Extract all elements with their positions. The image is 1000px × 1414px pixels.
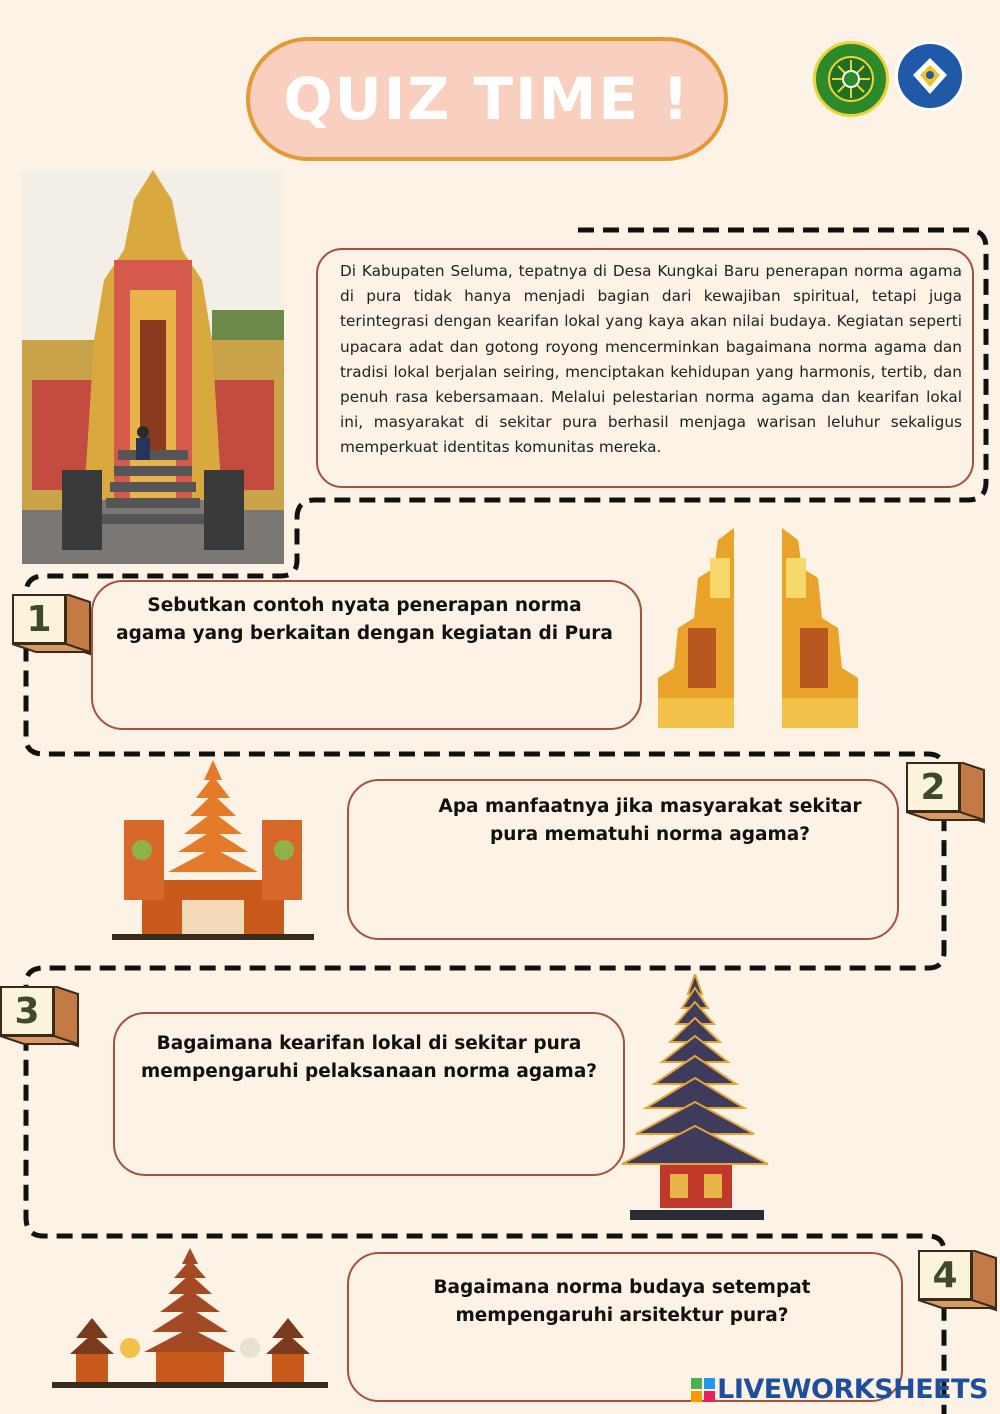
question-number-badge: [918, 1250, 980, 1308]
liveworksheets-icon: [691, 1378, 715, 1402]
question-3-text: Bagaimana kearifan lokal di sekitar pura mempengaruhi pelaksanaan norma agama?: [140, 1033, 598, 1082]
university-logo: [813, 41, 889, 117]
brand-name: LIVEWORKSHEETS: [717, 1374, 988, 1405]
question-number: 3: [0, 986, 54, 1036]
question-1-box[interactable]: [91, 580, 642, 730]
intro-text-box: [316, 248, 974, 488]
question-number-badge: [0, 986, 62, 1044]
question-2-box[interactable]: [347, 779, 899, 940]
temple-complex-illustration: [52, 1248, 328, 1390]
pagoda-temple-illustration: [112, 760, 314, 942]
title-banner: [246, 37, 728, 161]
temple-gate-photo: [22, 170, 284, 564]
question-number: 2: [906, 762, 960, 812]
split-gate-illustration: [658, 528, 860, 728]
emblem-icon: [907, 53, 953, 99]
meru-tower-illustration: [620, 974, 770, 1224]
tut-wuri-handayani-logo: [895, 41, 965, 111]
question-number: 4: [918, 1250, 972, 1300]
question-3-box[interactable]: [113, 1012, 625, 1176]
question-1-text: Sebutkan contoh nyata penerapan norma agama yang berkaitan dengan kegiatan di Pura: [116, 595, 613, 644]
question-2-text: Apa manfaatnya jika masyarakat sekitar pura mematuhi norma agama?: [438, 796, 862, 845]
question-number: 1: [12, 594, 66, 644]
page-title: QUIZ TIME !: [283, 65, 691, 133]
liveworksheets-logo[interactable]: [691, 1374, 988, 1405]
intro-paragraph: Di Kabupaten Seluma, tepatnya di Desa Kungkai Baru penerapan norma agama di pura tidak hanya menjadi bagian dari kewajiban spiritual, tetapi juga terintegrasi dengan kearifan lokal yang kaya akan nilai budaya. Kegiatan seperti upacara adat dan gotong royong mencerminkan bagaimana norma agama dan tradisi lokal berjalan seiring, menciptakan kehidupan yang harmonis, tertib, dan penuh rasa kebersamaan. Melalui pelestarian norma agama dan kearifan lokal ini, masyarakat di sekitar pura berhasil menjaga warisan leluhur sekaligus memperkuat identitas komunitas mereka.: [340, 262, 962, 457]
question-number-badge: [906, 762, 968, 820]
sun-emblem-icon: [826, 54, 876, 104]
question-4-text: Bagaimana norma budaya setempat mempengaruhi arsitektur pura?: [433, 1277, 811, 1326]
question-number-badge: [12, 594, 74, 652]
